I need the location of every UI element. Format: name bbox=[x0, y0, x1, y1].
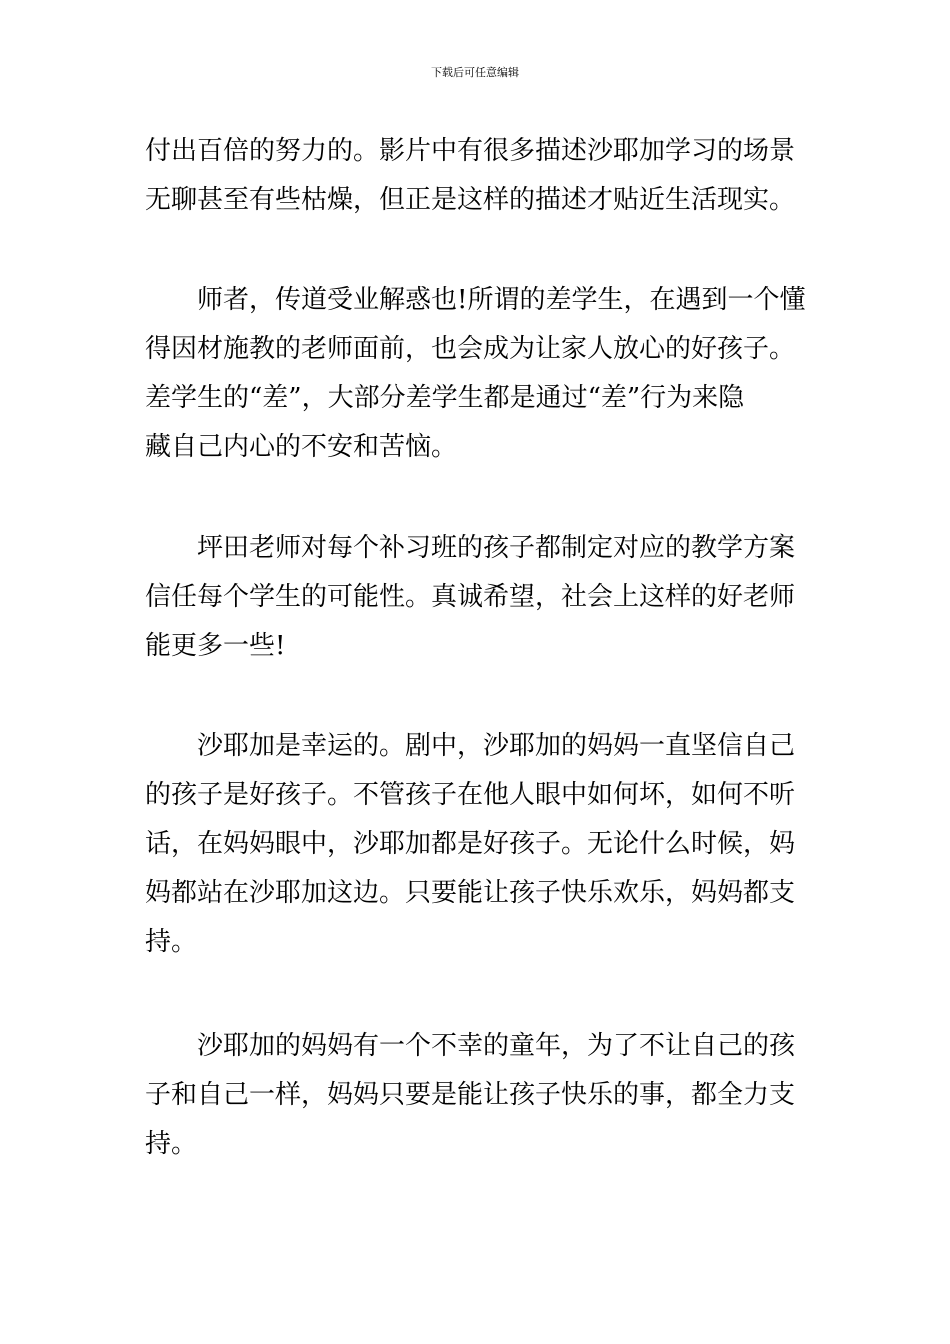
text-line: 坪田老师对每个补习班的孩子都制定对应的教学方案 bbox=[197, 533, 796, 563]
text-line: 妈都站在沙耶加这边。只要能让孩子快乐欢乐，妈妈都支 bbox=[145, 878, 796, 908]
text-line: 持。 bbox=[145, 927, 198, 957]
text-line: 藏自己内心的不安和苦恼。 bbox=[145, 432, 458, 462]
text-line: 话，在妈妈眼中，沙耶加都是好孩子。无论什么时候，妈 bbox=[145, 829, 796, 859]
paragraph-2 bbox=[145, 276, 809, 472]
text-line: 子和自己一样，妈妈只要是能让孩子快乐的事，都全力支 bbox=[145, 1080, 796, 1110]
paragraph-4 bbox=[145, 722, 809, 967]
text-line: 师者，传道受业解惑也!所谓的差学生，在遇到一个懂 bbox=[197, 285, 806, 315]
paragraph-1 bbox=[145, 127, 809, 225]
text-line: 沙耶加是幸运的。剧中，沙耶加的妈妈一直坚信自己 bbox=[197, 731, 796, 761]
paragraph-5 bbox=[145, 1022, 809, 1169]
text-line: 无聊甚至有些枯燥，但正是这样的描述才贴近生活现实。 bbox=[145, 185, 796, 215]
text-line: 能更多一些! bbox=[145, 631, 286, 661]
text-line: 沙耶加的妈妈有一个不幸的童年，为了不让自己的孩 bbox=[197, 1031, 796, 1061]
paragraph-3 bbox=[145, 524, 809, 671]
page-header: 下载后可任意编辑 bbox=[431, 66, 519, 79]
text-line: 得因材施教的老师面前，也会成为让家人放心的好孩子。 bbox=[145, 334, 796, 364]
text-line: 差学生的“差”，大部分差学生都是通过“差”行为来隐 bbox=[145, 383, 745, 413]
text-line: 付出百倍的努力的。影片中有很多描述沙耶加学习的场景 bbox=[145, 136, 796, 166]
text-line: 的孩子是好孩子。不管孩子在他人眼中如何坏，如何不听 bbox=[145, 780, 796, 810]
text-line: 信任每个学生的可能性。真诚希望，社会上这样的好老师 bbox=[145, 582, 796, 612]
text-line: 持。 bbox=[145, 1129, 198, 1159]
